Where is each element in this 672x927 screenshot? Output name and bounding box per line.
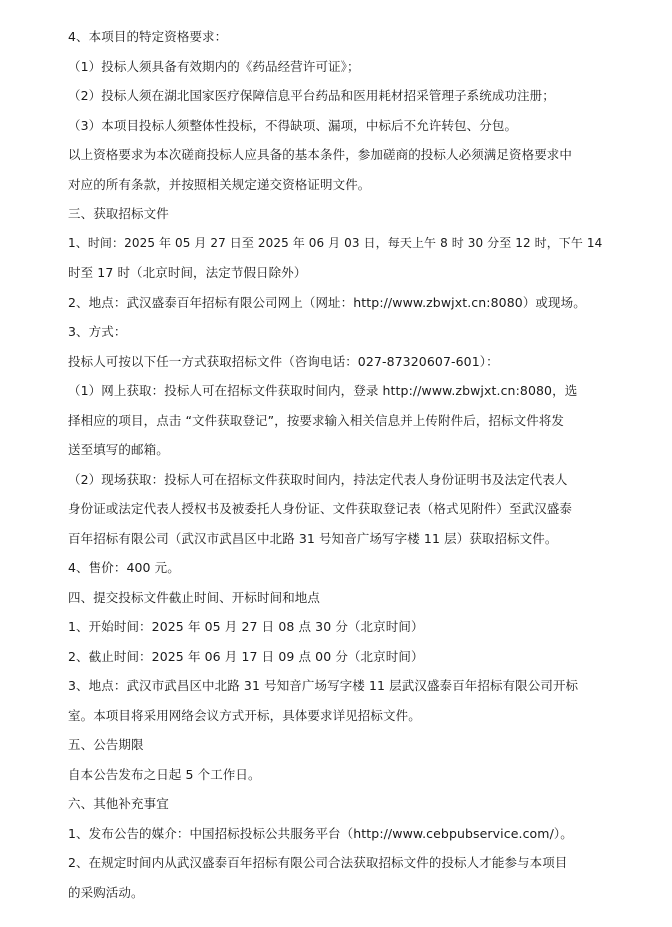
section-4-heading: 四、提交投标文件截止时间、开标时间和地点 bbox=[68, 589, 321, 605]
onsite-obtain-line-2: 身份证或法定代表人授权书及被委托人身份证、文件获取登记表（格式见附件）至武汉盛泰 bbox=[68, 501, 573, 516]
qualification-item-3: （3）本项目投标人须整体性投标，不得缺项、漏项，中标后不允许转包、分包。 bbox=[68, 117, 518, 133]
section-6-heading: 六、其他补充事宜 bbox=[68, 796, 169, 811]
announcement-period: 自本公告发布之日起 5 个工作日。 bbox=[68, 766, 261, 782]
opening-place-line-1: 3、地点：武汉市武昌区中北路 31 号知音广场写字楼 11 层武汉盛泰百年招标有限公司开标 bbox=[68, 678, 579, 693]
obtain-place: 2、地点：武汉盛泰百年招标有限公司网上（网址：http://www.zbwjxt.cn:8080）或现场。 bbox=[68, 294, 586, 310]
qualification-summary-line-2: 对应的所有条款，并按照相关规定递交资格证明文件。 bbox=[68, 176, 371, 192]
obtain-time-line-2: 时至 17 时（北京时间，法定节假日除外） bbox=[68, 265, 307, 280]
online-obtain-line-3: 送至填写的邮箱。 bbox=[68, 442, 169, 457]
online-obtain-line-1: （1）网上获取：投标人可在招标文件获取时间内，登录 http://www.zbwjxt.cn:8080，选 bbox=[68, 383, 578, 398]
document-price: 4、售价：400 元。 bbox=[68, 560, 180, 575]
obtain-method-intro: 投标人可按以下任一方式获取招标文件（咨询电话：027-87320607-601）： bbox=[68, 353, 499, 369]
qualification-item-1: （1）投标人须具备有效期内的《药品经营许可证》； bbox=[68, 58, 360, 74]
qualification-item-2: （2）投标人须在湖北国家医疗保障信息平台药品和医用耗材招采管理子系统成功注册； bbox=[68, 88, 555, 103]
supplement-item-2-line-2: 的采购活动。 bbox=[68, 884, 144, 900]
onsite-obtain-line-1: （2）现场获取：投标人可在招标文件获取时间内，持法定代表人身份证明书及法定代表人 bbox=[68, 471, 568, 487]
qualification-heading: 4、本项目的特定资格要求： bbox=[68, 29, 228, 44]
section-3-heading: 三、获取招标文件 bbox=[68, 206, 169, 221]
opening-place-line-2: 室。本项目将采用网络会议方式开标，具体要求详见招标文件。 bbox=[68, 707, 421, 723]
supplement-item-1: 1、发布公告的媒介：中国招标投标公共服务平台（http://www.cebpubservice.com/）。 bbox=[68, 825, 573, 841]
obtain-time-line-1: 1、时间：2025 年 05 月 27 日至 2025 年 06 月 03 日，每天上午 8 时 30 分至 12 时，下午 14 bbox=[68, 235, 603, 250]
online-obtain-line-2: 择相应的项目，点击 “文件获取登记”，按要求输入相关信息并上传附件后，招标文件将发 bbox=[68, 412, 565, 428]
onsite-obtain-line-3: 百年招标有限公司（武汉市武昌区中北路 31 号知音广场写字楼 11 层）获取招标文件。 bbox=[68, 530, 558, 546]
document-body bbox=[68, 22, 608, 907]
qualification-summary-line-1: 以上资格要求为本次磋商投标人应具备的基本条件，参加磋商的投标人必须满足资格要求中 bbox=[68, 147, 573, 162]
start-time: 1、开始时间：2025 年 05 月 27 日 08 点 30 分（北京时间） bbox=[68, 619, 424, 634]
supplement-item-2-line-1: 2、在规定时间内从武汉盛泰百年招标有限公司合法获取招标文件的投标人才能参与本项目 bbox=[68, 855, 568, 870]
section-5-heading: 五、公告期限 bbox=[68, 737, 144, 752]
obtain-method-heading: 3、方式： bbox=[68, 324, 127, 339]
deadline-time: 2、截止时间：2025 年 06 月 17 日 09 点 00 分（北京时间） bbox=[68, 648, 424, 664]
